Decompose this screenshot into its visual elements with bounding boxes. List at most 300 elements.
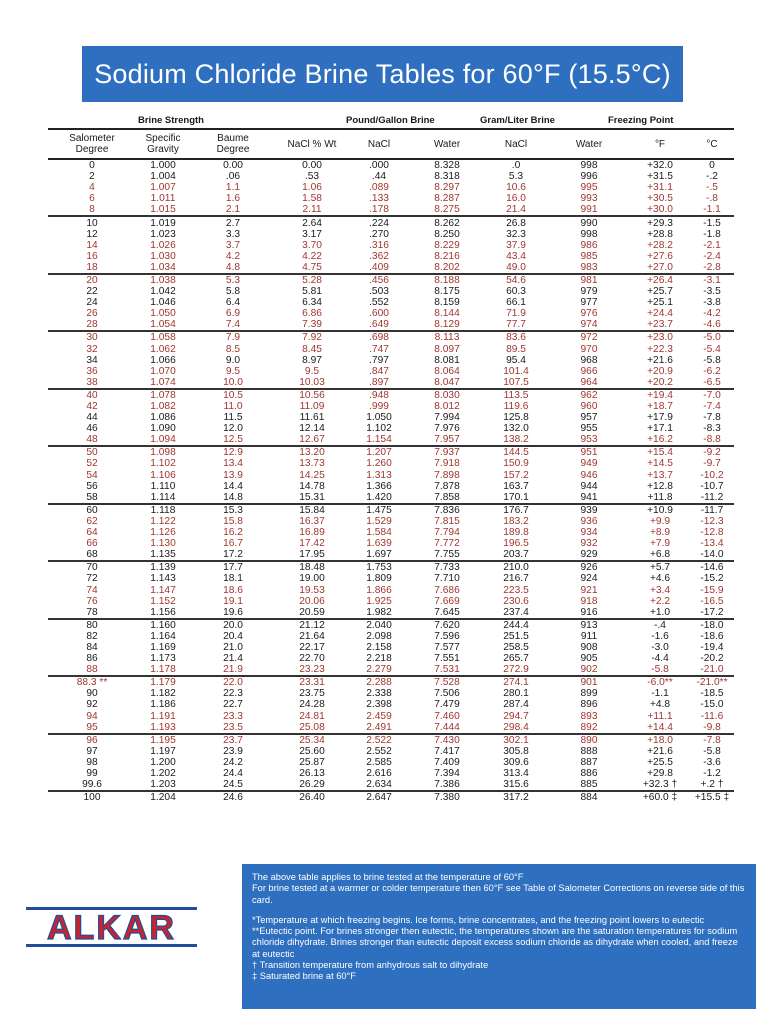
table-cell: 14.8: [223, 491, 243, 503]
table-row: [48, 229, 734, 240]
table-cell: 902: [580, 664, 598, 676]
table-cell: -14.0: [700, 549, 724, 561]
table-cell: 970: [580, 343, 598, 355]
table-cell: 84: [86, 641, 98, 653]
table-cell: +21.6: [647, 354, 673, 366]
table-cell: 1.152: [150, 595, 176, 607]
table-cell: 7.386: [434, 779, 460, 791]
table-cell: -15.2: [700, 573, 724, 585]
table-cell: 8.159: [434, 297, 460, 309]
table-cell: 183.2: [503, 515, 529, 527]
table-cell: -4.4: [651, 653, 669, 665]
table-cell: 19.00: [299, 573, 325, 585]
table-cell: -18.6: [700, 630, 724, 642]
table-cell: +30.0: [647, 204, 673, 216]
table-cell: 7.394: [434, 768, 460, 780]
table-cell: .797: [369, 354, 389, 366]
table-cell: 80: [48, 619, 136, 631]
table-cell: 2.491: [366, 721, 392, 733]
title-banner: [82, 46, 683, 102]
brine-table: [48, 128, 734, 803]
table-cell: -16.5: [700, 595, 724, 607]
table-cell: -5.4: [703, 343, 721, 355]
table-cell: 7.686: [434, 584, 460, 596]
table-cell: 7.417: [434, 745, 460, 757]
table-body: [48, 159, 734, 803]
table-row: [48, 204, 734, 216]
table-cell: 2.098: [366, 630, 392, 642]
table-cell: 14.4: [223, 480, 243, 492]
table-cell: 7.479: [434, 699, 460, 711]
table-cell: 9.0: [225, 354, 241, 366]
table-row: [48, 389, 734, 401]
table-cell: 1.197: [150, 745, 176, 757]
table-cell: +17.9: [647, 412, 673, 424]
table-cell: 1.420: [366, 491, 392, 503]
table-cell: 144.5: [484, 446, 548, 458]
table-cell: 18: [86, 261, 98, 273]
column-header: NaCl: [348, 129, 410, 159]
table-cell: 99.6: [82, 779, 102, 791]
table-cell: +8.9: [649, 527, 671, 539]
table-cell: 7.772: [434, 538, 460, 550]
table-cell: -1.1: [651, 688, 669, 700]
table-cell: -3.1: [690, 274, 734, 286]
table-cell: 2.585: [366, 756, 392, 768]
table-cell: 13.9: [223, 469, 243, 481]
table-row: [48, 527, 734, 538]
table-cell: .53: [304, 171, 320, 183]
table-cell: 150.9: [503, 458, 529, 470]
group-pound-gallon: Pound/Gallon Brine: [346, 115, 435, 126]
table-cell: 953: [580, 434, 598, 446]
table-cell: 280.1: [503, 688, 529, 700]
table-cell: 905: [580, 653, 598, 665]
table-cell: 74: [86, 584, 98, 596]
table-row: [48, 470, 734, 481]
table-cell: 990: [548, 216, 630, 228]
table-cell: 996: [580, 171, 598, 183]
page-title: Sodium Chloride Brine Tables for 60°F (15.5°C): [94, 58, 671, 89]
table-cell: 1.06: [302, 182, 322, 194]
table-cell: +25.7: [647, 286, 673, 298]
table-cell: 7.577: [434, 641, 460, 653]
table-row: [48, 561, 734, 573]
table-cell: 8.175: [434, 286, 460, 298]
table-row: [48, 251, 734, 262]
table-cell: 23.23: [299, 664, 325, 676]
note-line: The above table applies to brine tested at the temperature of 60°F: [252, 872, 524, 882]
table-cell: 48: [86, 434, 98, 446]
table-cell: 899: [580, 688, 598, 700]
table-cell: .456: [348, 274, 410, 286]
table-cell: -15.9: [700, 584, 724, 596]
table-cell: 1.004: [150, 171, 176, 183]
table-row: [48, 549, 734, 561]
table-cell: 916: [580, 606, 598, 618]
table-row: [48, 401, 734, 412]
table-row: [48, 274, 734, 286]
table-cell: 5.3: [190, 274, 276, 286]
table-cell: 985: [580, 250, 598, 262]
table-cell: 7.957: [434, 434, 460, 446]
table-cell: 298.4: [503, 721, 529, 733]
table-cell: 2.1: [225, 204, 241, 216]
table-row: [48, 734, 734, 746]
table-cell: 966: [580, 365, 598, 377]
table-cell: 8: [89, 204, 95, 216]
table-cell: 26.29: [299, 779, 325, 791]
table-cell: 7.39: [302, 319, 322, 331]
table-cell: +60.0 ‡: [630, 791, 690, 803]
table-cell: 3.70: [302, 239, 322, 251]
table-cell: 1.866: [366, 584, 392, 596]
table-row: [48, 193, 734, 204]
table-cell: 8.113: [410, 331, 484, 343]
table-cell: 258.5: [503, 641, 529, 653]
table-cell: 22: [86, 286, 98, 298]
table-cell: +4.8: [649, 699, 671, 711]
table-cell: .503: [369, 286, 389, 298]
table-row: [48, 262, 734, 274]
table-cell: 1.066: [150, 354, 176, 366]
table-cell: -13.4: [700, 538, 724, 550]
table-cell: 8.047: [434, 376, 460, 388]
table-cell: 10: [48, 216, 136, 228]
table-cell: 1.1: [225, 182, 241, 194]
table-cell: 107.5: [503, 376, 529, 388]
table-cell: 6.34: [302, 297, 322, 309]
table-cell: 99: [86, 768, 98, 780]
table-cell: 12.14: [299, 423, 325, 435]
table-cell: 7.669: [434, 595, 460, 607]
table-cell: 3.3: [225, 228, 241, 240]
table-cell: 893: [580, 710, 598, 722]
table-cell: 18.48: [276, 561, 348, 573]
logo-wordmark: ALKAR: [47, 909, 176, 947]
table-cell: 1.011: [150, 193, 176, 205]
table-cell: 921: [580, 584, 598, 596]
table-cell: 8.45: [302, 343, 322, 355]
table-cell: -17.2: [700, 606, 724, 618]
table-cell: 1.529: [366, 515, 392, 527]
table-cell: +7.9: [649, 538, 671, 550]
table-cell: +31.1: [647, 182, 673, 194]
table-cell: +32.3 †: [642, 779, 678, 791]
table-cell: 66.1: [506, 297, 526, 309]
table-cell: -8.8: [703, 434, 721, 446]
table-cell: 83.6: [484, 331, 548, 343]
table-cell: +13.7: [647, 469, 673, 481]
table-cell: 78: [86, 606, 98, 618]
table-cell: 977: [580, 297, 598, 309]
table-cell: -11.6: [700, 710, 724, 722]
table-cell: 37.9: [506, 239, 526, 251]
table-cell: .552: [369, 297, 389, 309]
table-cell: -21.0: [700, 664, 724, 676]
table-row: [48, 664, 734, 676]
table-row: [48, 182, 734, 193]
table-cell: 22.17: [299, 641, 325, 653]
table-cell: 7.858: [434, 491, 460, 503]
table-cell: +29.8: [647, 768, 673, 780]
table-cell: 95: [86, 721, 98, 733]
table-cell: 7.815: [434, 515, 460, 527]
table-cell: 7.710: [434, 573, 460, 585]
table-cell: -9.7: [703, 458, 721, 470]
table-cell: 1.202: [150, 768, 176, 780]
table-cell: 97: [86, 745, 98, 757]
table-cell: 9.5: [225, 365, 241, 377]
table-cell: 972: [548, 331, 630, 343]
table-cell: 983: [580, 261, 598, 273]
table-cell: 7.409: [434, 756, 460, 768]
table-cell: 42: [86, 401, 98, 413]
table-cell: 176.7: [484, 504, 548, 516]
table-cell: +22.3: [647, 343, 673, 355]
table-cell: 8.097: [434, 343, 460, 355]
table-cell: 1.639: [366, 538, 392, 550]
table-cell: 1.169: [150, 641, 176, 653]
table-cell: 913: [548, 619, 630, 631]
table-cell: 138.2: [503, 434, 529, 446]
table-cell: 34: [86, 354, 98, 366]
table-cell: 22.70: [299, 653, 325, 665]
table-row: [48, 159, 734, 171]
table-cell: 4.22: [302, 250, 322, 262]
table-cell: -11.2: [700, 491, 724, 503]
table-cell: 1.982: [366, 606, 392, 618]
table-cell: 1.062: [150, 343, 176, 355]
table-cell: 77.7: [506, 319, 526, 331]
table-cell: 1.102: [150, 458, 176, 470]
table-cell: 96: [48, 734, 136, 746]
table-row: [48, 331, 734, 343]
table-cell: 936: [580, 515, 598, 527]
table-cell: 955: [580, 423, 598, 435]
table-cell: +27.6: [647, 250, 673, 262]
table-row: [48, 366, 734, 377]
table-cell: 287.4: [503, 699, 529, 711]
table-cell: -6.2: [703, 365, 721, 377]
table-cell: 10.56: [276, 389, 348, 401]
table-cell: .649: [369, 319, 389, 331]
table-cell: 2.338: [366, 688, 392, 700]
table-cell: -8.3: [703, 423, 721, 435]
table-cell: 10.0: [223, 376, 243, 388]
table-cell: 26.8: [484, 216, 548, 228]
table-cell: 1.160: [136, 619, 190, 631]
table-cell: .698: [348, 331, 410, 343]
table-cell: 58: [86, 491, 98, 503]
table-cell: 2.7: [190, 216, 276, 228]
table-cell: 8.318: [434, 171, 460, 183]
table-row: [48, 791, 734, 803]
table-cell: 12.67: [299, 434, 325, 446]
table-cell: 17.42: [299, 538, 325, 550]
table-cell: 203.7: [503, 549, 529, 561]
table-cell: 2.288: [348, 676, 410, 688]
table-cell: 89.5: [506, 343, 526, 355]
table-cell: +19.4: [630, 389, 690, 401]
table-cell: 896: [580, 699, 598, 711]
table-cell: -.5: [706, 182, 718, 194]
table-cell: +18.7: [647, 401, 673, 413]
table-row: [48, 619, 734, 631]
column-header-row: [48, 129, 734, 159]
table-cell: 15.31: [299, 491, 325, 503]
table-cell: 54: [86, 469, 98, 481]
table-row: [48, 722, 734, 734]
table-cell: 13.73: [299, 458, 325, 470]
table-cell: 8.262: [410, 216, 484, 228]
table-cell: 210.0: [484, 561, 548, 573]
table-cell: 1.007: [150, 182, 176, 194]
table-cell: -3.6: [703, 756, 721, 768]
table-cell: -19.4: [700, 641, 724, 653]
group-freezing-point: Freezing Point: [608, 115, 674, 126]
table-cell: 4.75: [302, 261, 322, 273]
table-cell: 7.430: [410, 734, 484, 746]
table-cell: 7.506: [434, 688, 460, 700]
table-cell: 46: [86, 423, 98, 435]
table-cell: 1.050: [150, 308, 176, 320]
table-cell: -9.8: [703, 721, 721, 733]
table-cell: 960: [580, 401, 598, 413]
table-cell: 944: [580, 480, 598, 492]
table-cell: 929: [580, 549, 598, 561]
table-cell: 1.058: [136, 331, 190, 343]
table-cell: 22.7: [223, 699, 243, 711]
table-cell: 8.216: [434, 250, 460, 262]
table-cell: 6.86: [302, 308, 322, 320]
table-cell: -3.0: [651, 641, 669, 653]
table-cell: 986: [580, 239, 598, 251]
table-cell: -7.8: [690, 734, 734, 746]
table-cell: 24: [86, 297, 98, 309]
table-cell: 7.551: [434, 653, 460, 665]
table-cell: +25.1: [647, 297, 673, 309]
table-cell: 12.0: [223, 423, 243, 435]
table-cell: 1.147: [150, 584, 176, 596]
table-cell: +18.0: [630, 734, 690, 746]
table-row: [48, 631, 734, 642]
table-cell: 95.4: [506, 354, 526, 366]
table-cell: 21.4: [223, 653, 243, 665]
table-cell: +5.7: [630, 561, 690, 573]
table-cell: 1.475: [348, 504, 410, 516]
table-cell: 1.195: [136, 734, 190, 746]
table-cell: 884: [548, 791, 630, 803]
table-cell: +16.2: [647, 434, 673, 446]
note-line: *Temperature at which freezing begins. Ice forms, brine concentrates, and the freezing point lowers to eutectic: [252, 914, 705, 925]
table-cell: .089: [369, 182, 389, 194]
table-cell: 8.297: [434, 182, 460, 194]
table-cell: 7.836: [410, 504, 484, 516]
table-cell: 16: [86, 250, 98, 262]
column-header: Specific Gravity: [136, 129, 190, 159]
table-cell: 25.60: [299, 745, 325, 757]
table-cell: -7.0: [690, 389, 734, 401]
table-cell: -1.1: [703, 204, 721, 216]
table-cell: 71.9: [506, 308, 526, 320]
table-cell: 911: [580, 630, 598, 642]
table-cell: 964: [580, 376, 598, 388]
table-cell: 23.31: [276, 676, 348, 688]
table-cell: 12: [86, 228, 98, 240]
table-cell: 11.61: [299, 412, 325, 424]
table-cell: 13.20: [276, 446, 348, 458]
table-cell: 2.218: [366, 653, 392, 665]
table-cell: 50: [48, 446, 136, 458]
table-cell: 88.3 **: [48, 676, 136, 688]
table-row: [48, 319, 734, 331]
table-cell: 968: [580, 354, 598, 366]
table-cell: 2.647: [348, 791, 410, 803]
table-cell: 998: [580, 228, 598, 240]
table-cell: 251.5: [503, 630, 529, 642]
table-cell: 908: [580, 641, 598, 653]
table-cell: 7.733: [410, 561, 484, 573]
table-cell: 16.7: [223, 538, 243, 550]
table-cell: 94: [86, 710, 98, 722]
table-cell: 44: [86, 412, 98, 424]
table-cell: 8.250: [434, 228, 460, 240]
table-cell: 21.64: [299, 630, 325, 642]
table-cell: 1.753: [348, 561, 410, 573]
table-cell: 5.81: [302, 286, 322, 298]
table-cell: 974: [580, 319, 598, 331]
table-row: [48, 423, 734, 434]
table-cell: 8.5: [225, 343, 241, 355]
table-cell: 2.616: [366, 768, 392, 780]
table-row: [48, 308, 734, 319]
table-row: [48, 699, 734, 710]
table-cell: 932: [580, 538, 598, 550]
table-cell: 1.098: [136, 446, 190, 458]
table-cell: 17.95: [299, 549, 325, 561]
table-cell: +31.5: [647, 171, 673, 183]
table-cell: +1.0: [649, 606, 671, 618]
table-cell: 10.5: [190, 389, 276, 401]
table-cell: 1.139: [136, 561, 190, 573]
table-cell: 2.64: [276, 216, 348, 228]
table-cell: 1.6: [225, 193, 241, 205]
table-cell: 1.697: [366, 549, 392, 561]
table-cell: 317.2: [484, 791, 548, 803]
table-cell: 54.6: [484, 274, 548, 286]
table-cell: +23.0: [630, 331, 690, 343]
table-cell: 72: [86, 573, 98, 585]
table-cell: 941: [580, 491, 598, 503]
table-cell: .178: [369, 204, 389, 216]
table-cell: 7.898: [434, 469, 460, 481]
table-cell: 7.9: [190, 331, 276, 343]
table-cell: 1.030: [150, 250, 176, 262]
table-row: [48, 573, 734, 584]
table-row: [48, 492, 734, 504]
table-cell: +30.5: [647, 193, 673, 205]
table-cell: +24.4: [647, 308, 673, 320]
table-cell: 7.92: [276, 331, 348, 343]
table-row: [48, 653, 734, 664]
table-cell: 68: [86, 549, 98, 561]
table-cell: 30: [48, 331, 136, 343]
table-cell: 8.287: [434, 193, 460, 205]
table-cell: -2.4: [703, 250, 721, 262]
table-cell: 1.026: [150, 239, 176, 251]
table-cell: 7.937: [410, 446, 484, 458]
